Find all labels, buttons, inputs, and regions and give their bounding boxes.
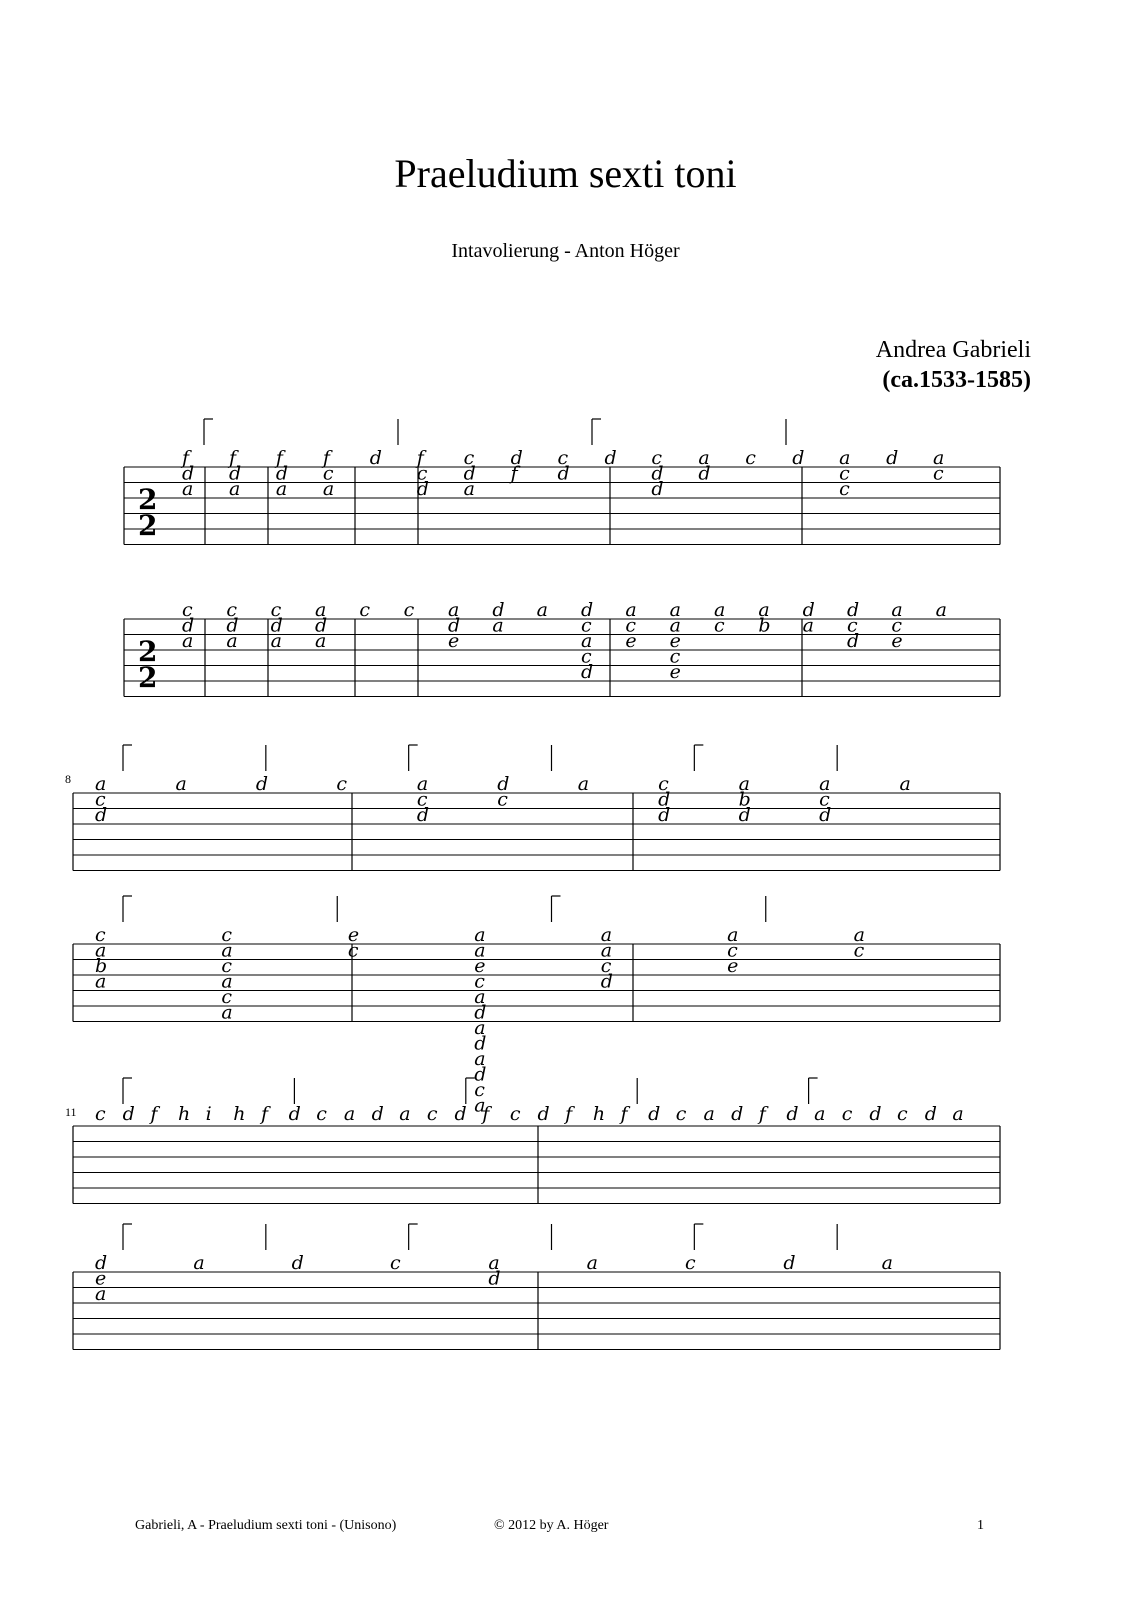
tab-letter: b — [758, 614, 771, 637]
tab-letter: a — [322, 478, 335, 500]
tab-letter: d — [604, 447, 617, 469]
time-signature-bottom: 2 — [138, 661, 158, 694]
tab-letter: a — [600, 924, 613, 946]
tab-letter: c — [316, 1103, 327, 1125]
tab-letter: c — [897, 1103, 908, 1125]
tab-letter: a — [182, 478, 194, 500]
tab-letter: a — [492, 614, 504, 637]
tab-letter: c — [497, 788, 508, 811]
time-signature-bottom: 2 — [138, 509, 158, 542]
tab-letter: f — [416, 447, 424, 469]
tab-letter: a — [758, 599, 770, 621]
measure-number: 11 — [65, 1105, 77, 1119]
tab-letter: d — [416, 804, 429, 826]
tab-letter: c — [651, 447, 663, 469]
tab-letter: d — [492, 599, 505, 621]
tab-letter: c — [839, 478, 850, 500]
tab-letter: d — [182, 462, 195, 485]
tab-letter: c — [182, 599, 193, 621]
tab-letter: d — [648, 1103, 661, 1125]
tab-letter: a — [727, 924, 739, 946]
tab-letter: c — [416, 788, 428, 811]
tab-letter: c — [336, 773, 348, 795]
tab-letter: d — [819, 804, 832, 826]
tab-letter: f — [228, 447, 236, 469]
tab-letter: a — [399, 1103, 411, 1125]
tab-letter: d — [786, 1103, 799, 1125]
tab-letter: a — [625, 599, 637, 621]
tab-letter: a — [226, 630, 238, 652]
tab-letter: d — [454, 1103, 467, 1125]
tab-letter: d — [371, 1103, 384, 1125]
tab-letter: c — [221, 986, 233, 1008]
tab-letter: a — [448, 599, 460, 621]
tab-letter: c — [557, 447, 569, 469]
tab-letter: d — [255, 773, 269, 795]
tab-letter: a — [669, 599, 681, 621]
tab-letter: e — [474, 955, 486, 977]
tab-letter: c — [685, 1252, 696, 1274]
time-signature-top: 2 — [138, 483, 158, 516]
tab-letter: h — [233, 1103, 246, 1125]
tab-letter: f — [482, 1103, 490, 1125]
tab-letter: d — [698, 462, 711, 485]
tab-letter: c — [933, 462, 944, 485]
tab-letter: d — [182, 614, 195, 637]
tab-letter: e — [448, 630, 460, 652]
tab-letter: c — [390, 1252, 401, 1274]
tab-letter: e — [95, 1267, 107, 1290]
tab-letter: a — [935, 599, 947, 621]
tab-letter: c — [600, 955, 612, 977]
tab-letter: d — [122, 1103, 135, 1125]
tab-letter: d — [924, 1103, 937, 1125]
tab-letter: a — [669, 614, 681, 637]
tab-letter: d — [581, 661, 594, 683]
tab-letter: d — [731, 1103, 744, 1125]
tab-letter: a — [814, 1103, 826, 1125]
tab-letter: d — [463, 462, 476, 485]
tab-letter: c — [474, 1079, 485, 1101]
tab-letter: d — [474, 1063, 487, 1086]
tab-letter: e — [891, 630, 903, 652]
tab-letter: a — [95, 1283, 107, 1305]
tab-letter: c — [221, 924, 233, 946]
tab-letter: d — [869, 1103, 882, 1125]
tab-letter: c — [841, 1103, 853, 1125]
tab-letter: a — [738, 773, 750, 795]
tab-letter: d — [658, 788, 671, 811]
tab-letter: a — [221, 970, 233, 993]
tab-letter: c — [675, 1103, 687, 1125]
tab-letter: f — [758, 1103, 766, 1125]
tab-letter: f — [260, 1103, 268, 1125]
tab-letter: c — [95, 788, 106, 811]
tab-letter: d — [802, 599, 815, 621]
tab-letter: c — [221, 955, 233, 977]
tab-letter: a — [463, 478, 475, 500]
tab-letter: d — [658, 804, 671, 826]
tab-letter: d — [600, 970, 613, 993]
tab-letter: c — [819, 788, 830, 811]
tab-letter: a — [891, 599, 903, 621]
arranger-credit: Intavolierung - Anton Höger — [451, 240, 680, 262]
tab-letter: d — [497, 773, 510, 795]
tab-letter: a — [95, 970, 107, 993]
tab-letter: a — [881, 1252, 893, 1274]
tab-letter: d — [474, 1001, 487, 1024]
tab-letter: c — [669, 645, 681, 668]
tab-letter: a — [193, 1252, 205, 1274]
tab-letter: f — [620, 1103, 628, 1125]
tab-letter: e — [347, 924, 360, 946]
tab-letter: c — [839, 462, 850, 485]
tab-letter: c — [625, 614, 636, 637]
measure-number: 8 — [65, 772, 71, 786]
tab-letter: d — [291, 1252, 304, 1274]
tab-letter: a — [416, 773, 429, 795]
tab-letter: a — [95, 939, 107, 962]
tab-letter: a — [343, 1103, 356, 1125]
tab-letter: a — [474, 1017, 486, 1039]
piece-title: Praeludium sexti toni — [394, 151, 737, 196]
tab-letter: f — [182, 447, 190, 469]
tab-letter: a — [586, 1252, 598, 1274]
tab-letter: a — [581, 630, 593, 652]
tab-letter: d — [228, 462, 242, 485]
tab-letter: e — [625, 630, 637, 652]
tab-letter: d — [886, 447, 899, 469]
tab-letter: d — [275, 462, 289, 485]
tab-letter: a — [488, 1252, 500, 1274]
tab-letter: a — [933, 447, 945, 469]
tab-letter: d — [847, 630, 860, 652]
composer-name: Andrea Gabrieli — [875, 337, 1031, 363]
tab-letter: e — [727, 955, 739, 977]
tab-letter: d — [783, 1252, 796, 1274]
tab-letter: c — [359, 599, 370, 621]
tab-letter: a — [182, 630, 194, 652]
tab-letter: c — [891, 614, 902, 637]
tab-letter: d — [510, 447, 523, 469]
tab-letter: d — [537, 1103, 550, 1125]
tab-letter: c — [463, 447, 475, 469]
page-number: 1 — [977, 1518, 984, 1533]
tab-letter: f — [150, 1103, 158, 1125]
tab-letter: d — [488, 1267, 501, 1290]
tab-letter: c — [95, 924, 106, 946]
tab-letter: a — [221, 939, 233, 962]
footer-copyright: © 2012 by A. Höger — [494, 1518, 609, 1533]
tab-letter: d — [226, 614, 239, 637]
tab-letter: f — [510, 462, 518, 485]
tab-letter: c — [426, 1103, 438, 1125]
tab-letter: a — [899, 773, 911, 795]
tab-letter: d — [448, 614, 461, 637]
tab-letter: c — [347, 939, 359, 962]
tab-letter: a — [270, 630, 282, 652]
tab-letter: c — [322, 462, 334, 485]
tab-letter: e — [669, 630, 681, 652]
tab-letter: c — [226, 599, 237, 621]
composer-dates: (ca.1533-1585) — [882, 367, 1031, 393]
tab-letter: a — [474, 924, 486, 946]
tab-letter: a — [600, 939, 613, 962]
time-signature-top: 2 — [138, 635, 158, 668]
tab-letter: a — [952, 1103, 964, 1125]
tab-letter: d — [288, 1103, 301, 1125]
tab-letter: a — [698, 447, 710, 469]
tab-letter: f — [322, 447, 330, 469]
tab-letter: a — [474, 986, 486, 1008]
tab-letter: d — [270, 614, 283, 637]
tab-letter: c — [658, 773, 669, 795]
tab-letter: a — [577, 773, 590, 795]
tab-letter: a — [275, 478, 288, 500]
tab-letter: e — [669, 661, 681, 683]
tab-letter: a — [714, 599, 726, 621]
tab-letter: a — [221, 1001, 233, 1024]
tab-letter: c — [853, 939, 865, 962]
tab-letter: c — [509, 1103, 521, 1125]
tab-letter: a — [703, 1103, 715, 1125]
tab-letter: f — [275, 447, 283, 469]
tab-letter: d — [95, 804, 108, 826]
tab-letter: a — [315, 599, 327, 621]
tab-letter: a — [175, 773, 187, 795]
tab-letter: c — [847, 614, 858, 637]
tab-letter: b — [738, 788, 751, 811]
tab-letter: c — [727, 939, 738, 962]
tab-letter: a — [853, 924, 865, 946]
tab-letter: a — [819, 773, 831, 795]
tab-letter: a — [536, 599, 548, 621]
tab-letter: c — [714, 614, 725, 637]
tab-letter: d — [738, 804, 751, 826]
tab-letter: d — [581, 599, 594, 621]
tab-letter: i — [205, 1103, 212, 1125]
tab-letter: d — [651, 462, 664, 485]
tab-letter: a — [474, 1094, 486, 1117]
tab-letter: a — [839, 447, 851, 469]
tab-letter: d — [847, 599, 860, 621]
tab-letter: c — [581, 645, 592, 668]
tab-letter: d — [792, 447, 805, 469]
tab-letter: c — [474, 970, 485, 993]
footer-left: Gabrieli, A - Praeludium sexti toni - (Unisono) — [135, 1518, 397, 1533]
tab-letter: d — [474, 1032, 487, 1055]
tab-letter: a — [474, 939, 486, 962]
tab-letter: d — [651, 478, 664, 500]
tab-letter: a — [315, 630, 327, 652]
tab-letter: f — [565, 1103, 573, 1125]
tab-letter: c — [416, 462, 428, 485]
tab-letter: d — [369, 447, 382, 469]
tab-letter: h — [592, 1103, 606, 1125]
tab-letter: c — [95, 1103, 106, 1125]
tab-letter: a — [802, 614, 814, 637]
tab-letter: a — [228, 478, 241, 500]
tab-letter: a — [95, 773, 107, 795]
tab-letter: d — [557, 462, 570, 485]
tab-letter: a — [474, 1048, 486, 1070]
tab-letter: d — [315, 614, 328, 637]
tab-letter: c — [403, 599, 415, 621]
tab-letter: b — [95, 955, 108, 977]
tab-letter: c — [745, 447, 756, 469]
tab-letter: d — [416, 478, 429, 500]
tab-letter: c — [270, 599, 282, 621]
tab-letter: h — [177, 1103, 191, 1125]
tab-letter: c — [581, 614, 592, 637]
tab-letter: d — [95, 1252, 108, 1274]
